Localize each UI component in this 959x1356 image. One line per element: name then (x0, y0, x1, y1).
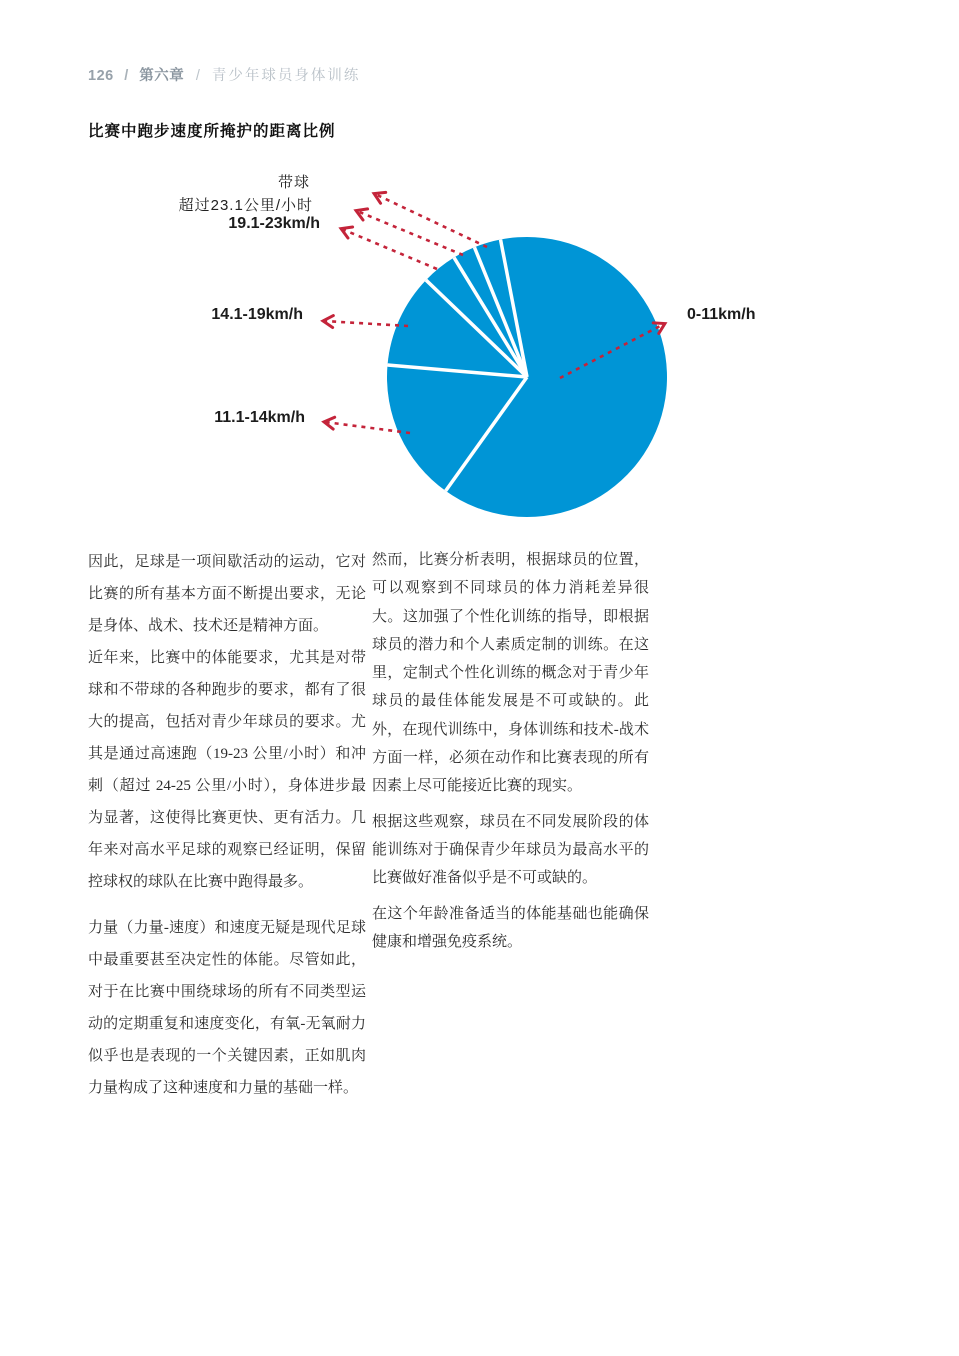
header-separator: / (195, 68, 201, 84)
callout-arrow (357, 211, 463, 255)
chart-label-14-19kmh: 14.1-19km/h (211, 306, 303, 323)
paragraph: 然而，比赛分析表明，根据球员的位置，可以观察到不同球员的体力消耗差异很大。这加强了个性化训练的指导，即根据球员的潜力和个人素质定制的训练。在这里，定制式个性化训练的概念对于青少年球员的最佳体能发展是不可或缺的。此外，在现代训练中，身体训练和技术-战术方面一样，必须在动作和比赛表现的所有因素上尽可能接近比赛的现实。 (372, 552, 649, 795)
section-title: 比赛中跑步速度所掩护的距离比例 (88, 123, 336, 140)
chapter-title: 青少年球员身体训练 (211, 68, 361, 84)
paragraph: 因此，足球是一项间歇活动的运动，它对比赛的所有基本方面不断提出要求，无论是身体、战术、技术还是精神方面。 (88, 554, 366, 634)
paragraph: 近年来，比赛中的体能要求，尤其是对带球和不带球的各种跑步的要求，都有了很大的提高，包括对青少年球员的要求。尤其是通过高速跑（19-23 公里/小时）和冲刺（超过 24-25 公里/小时），身体进步最为显著，这使得比赛更快、更有活力。几年来对高水平足球的观察已经证明，保留控球权的球队在比赛中跑得最多。 (88, 650, 366, 890)
pie-chart (0, 150, 959, 550)
chart-label-over-23kmh: 超过23.1公里/小时 (178, 197, 313, 214)
paragraph: 在这个年龄准备适当的体能基础也能确保健康和增强免疫系统。 (372, 905, 649, 950)
callout-arrow (324, 321, 408, 326)
header-separator: / (124, 68, 129, 84)
paragraph: 根据这些观察，球员在不同发展阶段的体能训练对于确保青少年球员为最高水平的比赛做好准备似乎是不可或缺的。 (372, 813, 649, 887)
chart-label-dribbling: 带球 (277, 174, 310, 191)
page-number: 126 (88, 68, 114, 84)
chart-label-0-11kmh: 0-11km/h (687, 306, 756, 323)
chart-label-11-14kmh: 11.1-14km/h (214, 409, 305, 426)
chart-label-19-23kmh: 19.1-23km/h (228, 215, 320, 232)
callout-arrow (342, 229, 437, 269)
callout-arrow (375, 194, 487, 247)
page-header (88, 64, 360, 85)
paragraph: 力量（力量-速度）和速度无疑是现代足球中最重要甚至决定性的体能。尽管如此，对于在比赛中围绕球场的所有不同类型运动的定期重复和速度变化，有氧-无氧耐力似乎也是表现的一个关键因素，正如肌肉力量构成了这种速度和力量的基础一样。 (88, 920, 366, 1096)
pie-chart-figure (0, 150, 959, 550)
chapter-label: 第六章 (139, 68, 185, 84)
body-left-column (88, 546, 366, 1104)
body-right-column (372, 546, 649, 956)
